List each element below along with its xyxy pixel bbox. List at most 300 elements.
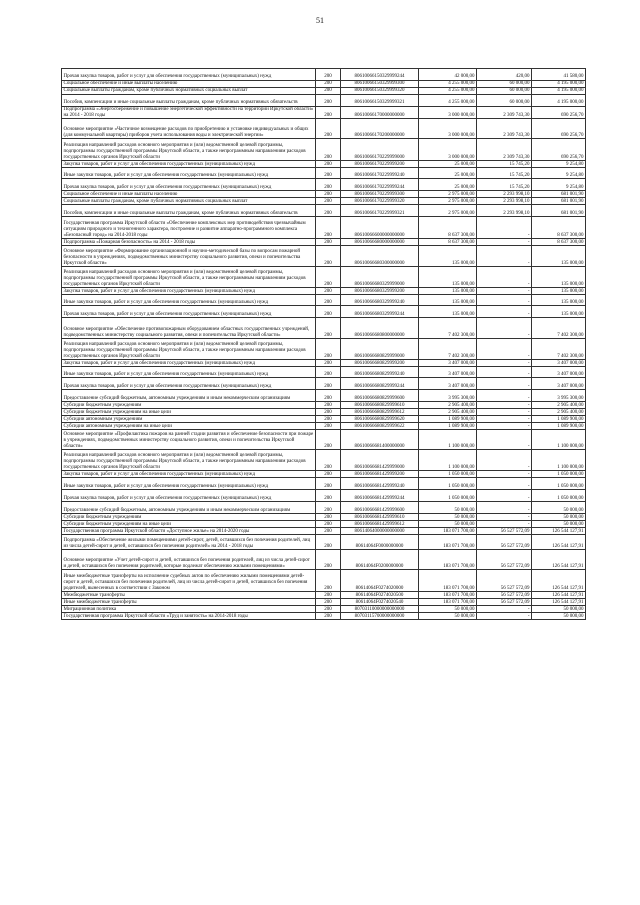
table-cell-approved: 135 000,00 — [419, 267, 477, 288]
table-row — [62, 514, 586, 521]
table-cell-code: 200 — [316, 161, 341, 168]
page-number: 51 — [316, 16, 324, 25]
table-cell-name: Пособия, компенсации и иные социальные выплаты гражданам, кроме публичных нормативных обязательств — [62, 95, 316, 107]
table-cell-name: Основное мероприятие «Обеспечение противопожарным оборудованием областных государственных учреждений, подведомственных министерству социального развития, опеки и попечительства Иркутской области» — [62, 318, 316, 339]
table-cell-approved: 3 000 000,00 — [419, 119, 477, 139]
table-cell-executed: 56 527 572,09 — [477, 592, 532, 599]
table-row — [62, 528, 586, 535]
table-cell-remainder: 9 254,80 — [532, 179, 586, 191]
table-cell-kbk: 80610066150329999300 — [341, 81, 419, 88]
table-cell-approved: 1 050 000,00 — [419, 490, 477, 502]
table-cell-remainder: 126 544 127,91 — [532, 599, 586, 606]
table-cell-name: Прочая закупка товаров, работ и услуг для обеспечения государственных (муниципальных) нужд — [62, 306, 316, 318]
table-cell-executed: - — [477, 360, 532, 367]
table-cell-name: Государственная программа Иркутской области «Обеспечение комплексных мер противодействия чрезвычайным ситуациям природного и техногенного характера, построение и развитие аппаратно-программного комплекса «Безопасный город» на 2014-2018 годы — [62, 217, 316, 239]
table-cell-executed: - — [477, 430, 532, 450]
table-cell-executed: - — [477, 318, 532, 339]
table-cell-name: Подпрограмма «Энергосбережение и повышение энергетической эффективности на территории Иркутской области» на 2014 - 2018 годы — [62, 107, 316, 119]
table-cell-code: 200 — [316, 191, 341, 198]
table-cell-remainder: 1 089 900,00 — [532, 423, 586, 430]
table-cell-kbk: 80610066170229999240 — [341, 168, 419, 179]
table-cell-kbk: 80610066681429999000 — [341, 450, 419, 471]
table-cell-code: 200 — [316, 239, 341, 246]
table-cell-code: 200 — [316, 246, 341, 267]
table-cell-kbk: 80614064F0274020540 — [341, 599, 419, 606]
table-cell-remainder: 681 001,90 — [532, 205, 586, 217]
table-row — [62, 191, 586, 198]
table-cell-approved: 183 071 700,00 — [419, 535, 477, 550]
table-cell-executed: 56 527 572,09 — [477, 535, 532, 550]
table-row — [62, 95, 586, 107]
table-cell-code: 200 — [316, 339, 341, 360]
table-cell-name: Субсидии бюджетным учреждениям — [62, 402, 316, 409]
table-row — [62, 217, 586, 239]
table-cell-approved: 1 100 000,00 — [419, 430, 477, 450]
table-cell-executed: - — [477, 246, 532, 267]
table-cell-name: Прочая закупка товаров, работ и услуг для обеспечения государственных (муниципальных) нужд — [62, 179, 316, 191]
table-cell-approved: 2 975 000,00 — [419, 198, 477, 205]
table-cell-remainder: 3 407 000,00 — [532, 378, 586, 390]
table-row — [62, 402, 586, 409]
table-cell-code: 200 — [316, 490, 341, 502]
table-cell-code: 200 — [316, 95, 341, 107]
table-cell-name: Основное мероприятие «Частичное возмещение расходов по приобретению и установке индивидуальных и общих (для коммунальной квартиры) приборов учета использования воды и электрической энергии» — [62, 119, 316, 139]
table-cell-name: Социальное обеспечение и иные выплаты населению — [62, 81, 316, 88]
table-cell-name: Иные закупки товаров, работ и услуг для обеспечения государственных (муниципальных) нужд — [62, 168, 316, 179]
table-cell-approved: 50 000,00 — [419, 606, 477, 613]
table-cell-kbk: 80610066680829999240 — [341, 367, 419, 378]
table-cell-name: Реализация направлений расходов основного мероприятия и (или) ведомственной целевой программы, подпрограммы государственной программы Иркутской области, а также непрограммным направлениям расходов государственных органов Иркутской области — [62, 267, 316, 288]
table-row — [62, 179, 586, 191]
table-row — [62, 409, 586, 416]
table-row — [62, 606, 586, 613]
table-cell-kbk: 80703110000000000000 — [341, 606, 419, 613]
table-cell-code: 200 — [316, 550, 341, 570]
budget-execution-table — [61, 68, 586, 620]
table-cell-remainder: 690 256,70 — [532, 107, 586, 119]
table-row — [62, 198, 586, 205]
table-cell-remainder: 135 000,00 — [532, 306, 586, 318]
table-cell-remainder: 135 000,00 — [532, 267, 586, 288]
table-cell-code: 200 — [316, 288, 341, 295]
table-cell-kbk: 80703115700000000000 — [341, 613, 419, 620]
table-row — [62, 246, 586, 267]
table-cell-remainder: 135 000,00 — [532, 246, 586, 267]
table-cell-kbk: 80614064F0274020000 — [341, 570, 419, 592]
table-cell-executed: 56 527 572,09 — [477, 599, 532, 606]
table-row — [62, 490, 586, 502]
table-cell-executed: - — [477, 409, 532, 416]
table-cell-kbk: 80610066150329999320 — [341, 88, 419, 95]
table-cell-kbk: 80610066170229999320 — [341, 198, 419, 205]
table-cell-approved: 2 975 000,00 — [419, 205, 477, 217]
table-row — [62, 88, 586, 95]
table-cell-kbk: 80610066680329999000 — [341, 267, 419, 288]
table-cell-name: Основное мероприятие «Формирование организационной и научно-методической базы по вопросам пожарной безопасности в учреждениях, подведомственных министерству социального развития, опеки и попечительства Иркутской области» — [62, 246, 316, 267]
table-cell-approved: 4 255 000,00 — [419, 95, 477, 107]
table-cell-remainder: 1 050 000,00 — [532, 478, 586, 490]
table-cell-name: Субсидии автономным учреждениям — [62, 416, 316, 423]
table-row — [62, 205, 586, 217]
table-cell-name: Основное мероприятие «Профилактика пожаров на ранней стадии развития и обеспечение безопасности при пожаре в учреждениях, подведомственных министерству социального развития, опеки и попечительства Иркутской области» — [62, 430, 316, 450]
table-row — [62, 119, 586, 139]
table-cell-executed: 2 293 998,10 — [477, 191, 532, 198]
table-cell-remainder: 50 000,00 — [532, 521, 586, 528]
table-cell-executed: - — [477, 490, 532, 502]
table-cell-name: Закупка товаров, работ и услуг для обеспечения государственных (муниципальных) нужд — [62, 161, 316, 168]
table-cell-code: 200 — [316, 402, 341, 409]
table-cell-approved: 42 000,00 — [419, 69, 477, 81]
table-cell-code: 200 — [316, 107, 341, 119]
table-cell-approved: 8 637 300,00 — [419, 217, 477, 239]
table-cell-name: Иные межбюджетные трансферты на исполнение судебных актов по обеспечению жилыми помещениями детей-сирот и детей, оставшихся без попечения родителей, лиц из числа детей-сирот и детей, оставшихся без попечения родителей, вынесенных в соответствии с Законом — [62, 570, 316, 592]
table-cell-remainder: 4 195 000,00 — [532, 88, 586, 95]
table-cell-executed: 2 309 743,30 — [477, 139, 532, 161]
table-cell-remainder: 4 195 000,00 — [532, 95, 586, 107]
table-cell-name: Прочая закупка товаров, работ и услуг для обеспечения государственных (муниципальных) нужд — [62, 490, 316, 502]
table-cell-name: Реализация направлений расходов основного мероприятия и (или) ведомственной целевой программы, подпрограммы государственной программы Иркутской области, а также непрограммным направлениям расходов государственных органов Иркутской области — [62, 139, 316, 161]
table-cell-kbk: 80610066680829999612 — [341, 409, 419, 416]
table-cell-remainder: 1 089 900,00 — [532, 416, 586, 423]
table-cell-code: 200 — [316, 430, 341, 450]
table-cell-executed: - — [477, 402, 532, 409]
table-cell-name: Подпрограмма «Обеспечение жилыми помещениями детей-сирот, детей, оставшихся без попечения родителей, лиц из числа детей-сирот и детей, оставшихся без попечения родителей» на 2014 - 2018 годы — [62, 535, 316, 550]
table-cell-remainder: 9 254,80 — [532, 161, 586, 168]
table-cell-approved: 50 000,00 — [419, 521, 477, 528]
table-cell-executed: 2 309 743,30 — [477, 107, 532, 119]
table-cell-approved: 3 407 000,00 — [419, 360, 477, 367]
table-row — [62, 423, 586, 430]
table-cell-code: 200 — [316, 367, 341, 378]
table-cell-approved: 3 407 000,00 — [419, 378, 477, 390]
table-cell-kbk: 80610066680000000000 — [341, 239, 419, 246]
table-cell-kbk: 80610066170200000000 — [341, 119, 419, 139]
table-cell-executed: - — [477, 378, 532, 390]
table-cell-executed: - — [477, 613, 532, 620]
table-cell-name: Государственная программа Иркутской области «Труд и занятость» на 2014-2018 годы — [62, 613, 316, 620]
table-cell-code: 200 — [316, 69, 341, 81]
table-cell-code: 200 — [316, 416, 341, 423]
table-cell-executed: 2 309 743,30 — [477, 119, 532, 139]
table-cell-name: Подпрограмма «Пожарная безопасность» на 2014 - 2018 годы — [62, 239, 316, 246]
table-cell-executed: - — [477, 521, 532, 528]
table-cell-executed: 60 000,00 — [477, 95, 532, 107]
table-cell-kbk: 80610066680300000000 — [341, 246, 419, 267]
table-cell-code: 200 — [316, 423, 341, 430]
table-cell-remainder: 8 637 300,00 — [532, 217, 586, 239]
table-row — [62, 295, 586, 306]
table-cell-code: 200 — [316, 217, 341, 239]
table-cell-executed: 60 000,00 — [477, 88, 532, 95]
table-cell-code: 200 — [316, 528, 341, 535]
table-cell-remainder: 50 000,00 — [532, 606, 586, 613]
table-cell-approved: 1 050 000,00 — [419, 478, 477, 490]
table-cell-kbk: 80614064F0274020500 — [341, 592, 419, 599]
table-cell-approved: 4 255 000,00 — [419, 81, 477, 88]
table-cell-approved: 25 000,00 — [419, 179, 477, 191]
table-cell-kbk: 80610066681429999200 — [341, 471, 419, 478]
table-row — [62, 288, 586, 295]
table-cell-code: 200 — [316, 606, 341, 613]
table-row — [62, 478, 586, 490]
table-cell-code: 200 — [316, 521, 341, 528]
table-cell-code: 200 — [316, 198, 341, 205]
table-cell-name: Иные закупки товаров, работ и услуг для обеспечения государственных (муниципальных) нужд — [62, 367, 316, 378]
table-cell-approved: 2 905 400,00 — [419, 402, 477, 409]
table-cell-code: 200 — [316, 81, 341, 88]
table-cell-remainder: 4 195 000,00 — [532, 81, 586, 88]
table-cell-approved: 25 000,00 — [419, 168, 477, 179]
table-cell-executed: - — [477, 367, 532, 378]
table-cell-code: 200 — [316, 360, 341, 367]
table-cell-kbk: 80610066680329999244 — [341, 306, 419, 318]
table-cell-executed: 2 293 998,10 — [477, 205, 532, 217]
table-cell-kbk: 80610066681429999612 — [341, 521, 419, 528]
table-row — [62, 613, 586, 620]
table-cell-kbk: 80614064F0000000000 — [341, 535, 419, 550]
table-cell-remainder: 135 000,00 — [532, 288, 586, 295]
table-cell-executed: - — [477, 267, 532, 288]
table-cell-code: 200 — [316, 502, 341, 514]
table-cell-name: Субсидии бюджетным учреждениям на иные цели — [62, 521, 316, 528]
table-cell-kbk: 80610066170229999000 — [341, 139, 419, 161]
table-cell-approved: 183 071 700,00 — [419, 528, 477, 535]
table-cell-approved: 50 000,00 — [419, 514, 477, 521]
table-cell-kbk: 80610066680800000000 — [341, 318, 419, 339]
table-row — [62, 390, 586, 402]
table-cell-kbk: 80610066680829999622 — [341, 423, 419, 430]
table-cell-kbk: 80610066680329999200 — [341, 288, 419, 295]
table-cell-approved: 25 000,00 — [419, 161, 477, 168]
table-cell-remainder: 1 050 000,00 — [532, 471, 586, 478]
table-cell-kbk: 80610066170000000000 — [341, 107, 419, 119]
table-cell-code: 200 — [316, 390, 341, 402]
table-cell-approved: 7 402 300,00 — [419, 339, 477, 360]
table-cell-remainder: 690 256,70 — [532, 139, 586, 161]
table-row — [62, 267, 586, 288]
table-cell-name: Социальное обеспечение и иные выплаты населению — [62, 191, 316, 198]
table-cell-executed: - — [477, 390, 532, 402]
table-cell-remainder: 135 000,00 — [532, 295, 586, 306]
table-cell-executed: - — [477, 306, 532, 318]
table-cell-name: Иные закупки товаров, работ и услуг для обеспечения государственных (муниципальных) нужд — [62, 295, 316, 306]
table-row — [62, 168, 586, 179]
table-cell-kbk: 80610066680829999244 — [341, 378, 419, 390]
table-cell-executed: - — [477, 288, 532, 295]
table-row — [62, 521, 586, 528]
table-row — [62, 339, 586, 360]
table-cell-remainder: 50 000,00 — [532, 514, 586, 521]
table-cell-approved: 2 905 400,00 — [419, 409, 477, 416]
table-row — [62, 360, 586, 367]
table-cell-kbk: 80610066600000000000 — [341, 217, 419, 239]
table-cell-approved: 183 071 700,00 — [419, 550, 477, 570]
table-cell-approved: 135 000,00 — [419, 306, 477, 318]
table-cell-code: 200 — [316, 139, 341, 161]
table-cell-approved: 135 000,00 — [419, 288, 477, 295]
table-cell-kbk: 80610066680829999600 — [341, 390, 419, 402]
table-cell-kbk: 80610066681400000000 — [341, 430, 419, 450]
table-row — [62, 535, 586, 550]
table-cell-approved: 7 402 300,00 — [419, 318, 477, 339]
table-cell-code: 200 — [316, 514, 341, 521]
table-row — [62, 306, 586, 318]
table-cell-name: Реализация направлений расходов основного мероприятия и (или) ведомственной целевой программы, подпрограммы государственной программы Иркутской области, а также непрограммным направлениям расходов государственных органов Иркутской области — [62, 450, 316, 471]
table-row — [62, 69, 586, 81]
table-cell-executed: 15 745,20 — [477, 179, 532, 191]
table-cell-approved: 183 071 700,00 — [419, 570, 477, 592]
table-cell-approved: 183 071 700,00 — [419, 599, 477, 606]
table-cell-name: Прочая закупка товаров, работ и услуг для обеспечения государственных (муниципальных) нужд — [62, 378, 316, 390]
table-cell-remainder: 126 544 127,91 — [532, 592, 586, 599]
table-cell-kbk: 80610066681429999600 — [341, 502, 419, 514]
table-cell-name: Иные межбюджетные трансферты — [62, 599, 316, 606]
table-cell-remainder: 9 254,80 — [532, 168, 586, 179]
table-row — [62, 81, 586, 88]
table-cell-remainder: 126 544 127,91 — [532, 528, 586, 535]
table-cell-name: Субсидии автономным учреждениям на иные цели — [62, 423, 316, 430]
table-cell-executed: - — [477, 502, 532, 514]
table-cell-executed: 15 745,20 — [477, 161, 532, 168]
table-cell-remainder: 41 580,00 — [532, 69, 586, 81]
table-cell-code: 200 — [316, 535, 341, 550]
table-cell-kbk: 80610066680829999610 — [341, 402, 419, 409]
table-row — [62, 502, 586, 514]
table-cell-code: 200 — [316, 570, 341, 592]
table-cell-code: 200 — [316, 88, 341, 95]
table-row — [62, 430, 586, 450]
table-cell-remainder: 8 637 300,00 — [532, 239, 586, 246]
table-cell-code: 200 — [316, 306, 341, 318]
table-row — [62, 161, 586, 168]
table-cell-approved: 50 000,00 — [419, 502, 477, 514]
table-cell-name: Миграционная политика — [62, 606, 316, 613]
table-cell-kbk: 80610066680829999620 — [341, 416, 419, 423]
table-cell-remainder: 3 995 300,00 — [532, 390, 586, 402]
table-cell-approved: 1 089 900,00 — [419, 416, 477, 423]
table-cell-executed: 15 745,20 — [477, 168, 532, 179]
table-cell-approved: 3 000 000,00 — [419, 107, 477, 119]
table-cell-code: 200 — [316, 267, 341, 288]
table-cell-kbk: 80610066680829999000 — [341, 339, 419, 360]
table-cell-executed: - — [477, 423, 532, 430]
table-cell-name: Межбюджетные трансферты — [62, 592, 316, 599]
table-row — [62, 599, 586, 606]
table-row — [62, 550, 586, 570]
table-cell-approved: 2 975 000,00 — [419, 191, 477, 198]
table-cell-remainder: 1 050 000,00 — [532, 490, 586, 502]
table-cell-remainder: 681 001,90 — [532, 191, 586, 198]
table-cell-name: Пособия, компенсации и иные социальные выплаты гражданам, кроме публичных нормативных обязательств — [62, 205, 316, 217]
table-row — [62, 416, 586, 423]
table-cell-code: 200 — [316, 471, 341, 478]
table-cell-remainder: 7 402 300,00 — [532, 318, 586, 339]
table-cell-kbk: 80610066681429999244 — [341, 490, 419, 502]
table-cell-name: Закупка товаров, работ и услуг для обеспечения государственных (муниципальных) нужд — [62, 471, 316, 478]
table-cell-remainder: 2 905 400,00 — [532, 409, 586, 416]
table-cell-kbk: 80610066170229999200 — [341, 161, 419, 168]
table-cell-approved: 8 637 300,00 — [419, 239, 477, 246]
table-cell-executed: - — [477, 514, 532, 521]
table-cell-remainder: 126 544 127,91 — [532, 535, 586, 550]
table-cell-executed: 420,00 — [477, 69, 532, 81]
table-cell-kbk: 80614064F0200000000 — [341, 550, 419, 570]
table-cell-name: Прочая закупка товаров, работ и услуг для обеспечения государственных (муниципальных) нужд — [62, 69, 316, 81]
table-cell-kbk: 80614064000000000000 — [341, 528, 419, 535]
table-cell-approved: 1 050 000,00 — [419, 471, 477, 478]
table-row — [62, 367, 586, 378]
table-cell-executed: 56 527 572,09 — [477, 550, 532, 570]
table-cell-remainder: 1 100 000,00 — [532, 430, 586, 450]
table-cell-name: Субсидии бюджетным учреждениям — [62, 514, 316, 521]
table-cell-code: 200 — [316, 119, 341, 139]
table-cell-executed: - — [477, 339, 532, 360]
table-cell-kbk: 80610066150329999321 — [341, 95, 419, 107]
table-row — [62, 450, 586, 471]
table-cell-name: Предоставление субсидий бюджетным, автономным учреждениям и иным некоммерческим организациям — [62, 390, 316, 402]
table-row — [62, 239, 586, 246]
table-cell-name: Государственная программа Иркутской области «Доступное жилье» на 2014-2020 годы — [62, 528, 316, 535]
table-cell-code: 200 — [316, 179, 341, 191]
table-cell-code: 200 — [316, 592, 341, 599]
table-cell-code: 200 — [316, 168, 341, 179]
table-cell-remainder: 7 402 300,00 — [532, 339, 586, 360]
table-cell-approved: 1 100 000,00 — [419, 450, 477, 471]
table-row — [62, 471, 586, 478]
table-cell-executed: - — [477, 239, 532, 246]
table-cell-approved: 183 071 700,00 — [419, 592, 477, 599]
table-cell-kbk: 80610066170229999321 — [341, 205, 419, 217]
table-cell-name: Социальные выплаты гражданам, кроме публичных нормативных социальных выплат — [62, 198, 316, 205]
table-cell-remainder: 50 000,00 — [532, 502, 586, 514]
table-cell-code: 200 — [316, 409, 341, 416]
table-row — [62, 592, 586, 599]
table-cell-kbk: 80610066170229999244 — [341, 179, 419, 191]
table-cell-executed: - — [477, 478, 532, 490]
table-cell-executed: - — [477, 295, 532, 306]
table-cell-name: Социальные выплаты гражданам, кроме публичных нормативных социальных выплат — [62, 88, 316, 95]
table-cell-name: Основное мероприятие «Учет детей-сирот и детей, оставшихся без попечения родителей, лиц из числа детей-сирот и детей, оставшихся без попечения родителей, которые подлежат обеспечению жилыми помещениями» — [62, 550, 316, 570]
table-cell-remainder: 1 100 000,00 — [532, 450, 586, 471]
table-cell-name: Субсидии бюджетным учреждениям на иные цели — [62, 409, 316, 416]
table-cell-remainder: 50 000,00 — [532, 613, 586, 620]
table-cell-code: 200 — [316, 295, 341, 306]
table-cell-approved: 1 089 900,00 — [419, 423, 477, 430]
table-cell-executed: 56 527 572,09 — [477, 570, 532, 592]
table-cell-approved: 3 995 300,00 — [419, 390, 477, 402]
table-cell-name: Реализация направлений расходов основного мероприятия и (или) ведомственной целевой программы, подпрограммы государственной программы Иркутской области, а также непрограммным направлениям расходов государственных органов Иркутской области — [62, 339, 316, 360]
table-cell-executed: 60 000,00 — [477, 81, 532, 88]
table-cell-approved: 4 255 000,00 — [419, 88, 477, 95]
table-cell-remainder: 3 407 000,00 — [532, 367, 586, 378]
table-cell-code: 200 — [316, 450, 341, 471]
table-cell-remainder: 3 407 000,00 — [532, 360, 586, 367]
table-cell-executed: - — [477, 450, 532, 471]
table-cell-executed: - — [477, 416, 532, 423]
table-cell-remainder: 126 544 127,91 — [532, 550, 586, 570]
table-row — [62, 107, 586, 119]
table-cell-executed: 2 293 998,10 — [477, 198, 532, 205]
table-cell-code: 200 — [316, 478, 341, 490]
table-cell-code: 200 — [316, 378, 341, 390]
table-cell-kbk: 80610066680329999240 — [341, 295, 419, 306]
table-cell-code: 200 — [316, 613, 341, 620]
table-cell-approved: 135 000,00 — [419, 295, 477, 306]
table-cell-remainder: 126 544 127,91 — [532, 570, 586, 592]
table-cell-name: Закупка товаров, работ и услуг для обеспечения государственных (муниципальных) нужд — [62, 360, 316, 367]
table-cell-executed: - — [477, 471, 532, 478]
table-cell-executed: - — [477, 217, 532, 239]
